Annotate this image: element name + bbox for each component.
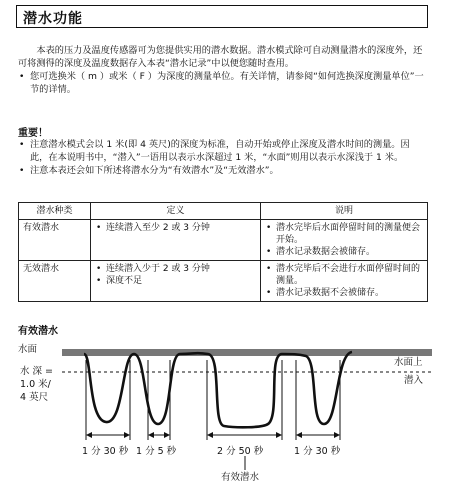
definition-item: • 连续潜入少于 2 或 3 分钟: [95, 263, 256, 275]
row-type: 有效潜水: [19, 220, 91, 261]
explanation-item: • 潜水记录数据会被储存。: [265, 246, 423, 258]
definition-item: • 深度不足: [95, 275, 256, 287]
interval-label: 1 分 30 秒: [82, 446, 129, 457]
submerged-label: 潜入: [404, 375, 424, 386]
surface-bar: [62, 349, 432, 356]
interval-label: 1 分 30 秒: [294, 446, 341, 457]
important-label: 重要！: [18, 128, 48, 139]
valid-dive-label: 有效潜水: [221, 472, 260, 483]
header-type: 潜水种类: [19, 203, 91, 220]
above-surface-label: 水面上: [394, 357, 423, 368]
header-explanation: 说明: [261, 203, 428, 220]
explanation-item: • 潜水完毕后水面停留时间的测量便会开始。: [265, 222, 423, 246]
section-title: 潜水功能: [23, 11, 83, 27]
definition-item: • 连续潜入至少 2 或 3 分钟: [95, 222, 256, 234]
diagram-title: 有效潜水: [18, 326, 58, 337]
dive-profile-curve: [84, 352, 352, 427]
explanation-item: • 潜水完毕后不会进行水面停留时间的测量。: [265, 263, 423, 287]
interval-label: 2 分 50 秒: [217, 446, 264, 457]
depth-label: 水 深 =: [20, 366, 53, 377]
note-item: • 注意本表还会如下所述将潜水分为“有效潜水”及“无效潜水”。: [18, 164, 428, 177]
note-item: • 注意潜水模式会以 1 米(即 4 英尺)的深度为标准，自动开始或停止深度及潜水时间的测量。因此，在本说明书中，“潜入”一语用以表示水深超过 1 米，“水面”则用以表示水深浅于 1 米。: [18, 138, 428, 164]
intro-bullet: • 您可选换米（ m ）或米（ F ）为深度的测量单位。有关详情，请参阅“如何选换深度测量单位”一节的详情。: [18, 70, 428, 96]
depth-label: 1.0 米/: [20, 379, 51, 390]
row-type: 无效潜水: [19, 261, 91, 302]
depth-label: 4 英尺: [20, 392, 49, 403]
intro-paragraph: 本表的压力及温度传感器可为您提供实用的潜水数据。潜水模式除可自动测量潜水的深度外，还可将测得的深度及温度数据存入本表“潜水记录”中以便您随时查用。: [18, 45, 423, 69]
explanation-item: • 潜水记录数据不会被储存。: [265, 287, 423, 299]
arrowheads: [86, 432, 340, 438]
header-definition: 定义: [91, 203, 261, 220]
surface-label: 水面: [18, 344, 38, 355]
interval-label: 1 分 5 秒: [136, 446, 177, 457]
